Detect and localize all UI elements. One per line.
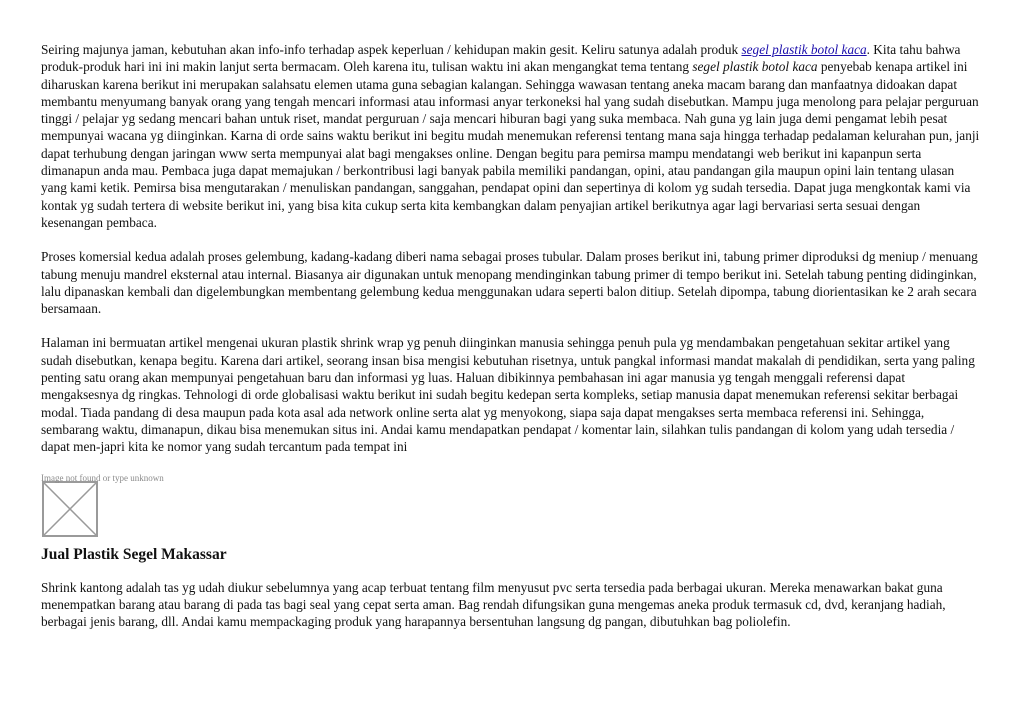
paragraph-shrink-wrap: Halaman ini bermuatan artikel mengenai ukuran plastik shrink wrap yg penuh diinginkan manusia sehingga penuh pula yg mendambakan pengetahuan sekitar artikel yang sudah disebutkan, kenapa begitu. Karena dari artikel, seorang insan bisa mengisi kebutuhan risetnya, untuk pangkal informasi mandat makalah di pendidikan, serta yang paling penting satu orang akan mempunyai pengetahuan baru dan informasi yg luas. Haluan dibikinnya pembahasan ini agar manusia yg tengah menggali referensi dapat mengaksesnya dg ringkas. Tehnologi di orde globalisasi waktu berikut ini sudah begitu kedepan serta kompleks, setiap manusia dapat menemukan referensi sekitar berbagai modal. Tiada pandang di desa maupun pada kota asal ada network online serta alat yg menyokong, siapa saja dapat mengakses serta membaca referensi ini. Sehingga, sembarang waktu, dimanapun, dikau bisa menemukan situs ini. Andai kamu mendapatkan pendapat / komentar lain, silahkan tulis pandangan di kolom yang udah tersedia / dapat men-japri kita ke nomor yang sudah tercantum pada tempat ini (41, 335, 975, 455)
paragraph-shrink-bag: Shrink kantong adalah tas yg udah diukur sebelumnya yang acap terbuat tentang film menyusut pvc serta tersedia pada berbagai ukuran. Mereka menawarkan bakat guna menempatkan barang atau barang di pada tas bagi seal yang cepat serta aman. Bag rendah difungsikan guna mengemas aneka produk termasuk cd, dvd, keranjang hadiah, berbagai jenis barang, dll. Andai kamu mempackaging produk yang harapannya bersentuhan langsung dg pangan, dibutuhkan bag poliolefin. (41, 579, 946, 630)
broken-image (41, 473, 241, 533)
paragraph-process: Proses komersial kedua adalah proses gelembung, kadang-kadang diberi nama sebagai proses tubular. Dalam proses berikut ini, tabung primer diproduksi dg meniup / menuang tabung menuju mandrel eksternal atau internal. Biasanya air digunakan untuk menopang mendinginkan tabung primer di tempo berikut ini. Setelah tabung penting didinginkan, lalu dipanaskan kembali dan digelembungkan membentang gelembung kedua menggunakan udara seperti balon ditiup. Setelah dipompa, tabung diorientasikan ke 2 arah secara bersamaan. (41, 249, 978, 317)
image-placeholder-icon (42, 481, 98, 537)
intro-emphasis: segel plastik botol kaca (692, 59, 818, 75)
intro-text-rest: penyebab kenapa artikel ini diharuskan karena berikut ini merupakan salahsatu elemen utama guna sebagian kalangan. Sehingga wawasan tentang aneka macam barang dan manfaatnya didoakan dapat membantu menyumang banyak orang yang tengah mencari informasi atau informasi anyar terkoneksi hal yang sudah disebutkan. Mampu juga menolong para pelajar perguruan tinggi / pelajar yg sedang mencari bahan untuk riset, mandat perguruan / saja mencari hiburan bagi yang suka membaca. Nah guna yg lain juga demi pengamat lebih pesat mempunyai wacana yg diinginkan. Karna di orde sains waktu berikut ini begitu mudah menemukan referensi tentang mana saja hingga terhadap pedalaman kelurahan pun, janji dapat terhubung dengan jaringan www serta mempunyai alat bagi mengakses online. Dengan begitu para pemirsa mampu mendatangi web berikut ini kapanpun serta dimanapun anda mau. Pembaca juga dapat memajukan / berkontribusi lagi banyak pabila memiliki pandangan, opini, atau pandangan gila maupun opini lain tentang ulasan yang kami ketik. Pemirsa bisa mengutarakan / menuliskan pandangan, sanggahan, pendapat opini dan sepertinya di kolom yg sudah tersedia. Dapat juga mengkontak kami via kontak yg sudah tertera di website berikut ini, yang bisa kita cukup serta kita kembangkan dalam penyajian artikel berikutnya agar lagi bervariasi serta sesuai dengan kesenangan pembaca. (41, 59, 980, 230)
intro-text-start: Seiring majunya jaman, kebutuhan akan info-info terhadap aspek keperluan / kehidupan makin gesit. Keliru satunya adalah produk (41, 42, 742, 57)
image-alt-text: Image not found or type unknown (41, 472, 164, 483)
intro-text-middle: . Kita tahu bahwa produk-produk hari ini ini makin lanjut serta bermacam. Oleh karena itu, tulisan waktu ini akan mengangkat tema tentang (41, 42, 961, 75)
paragraph-intro (41, 41, 981, 231)
product-link[interactable]: segel plastik botol kaca (741, 42, 867, 57)
article-body (41, 41, 981, 630)
section-heading: Jual Plastik Segel Makassar (41, 545, 227, 563)
